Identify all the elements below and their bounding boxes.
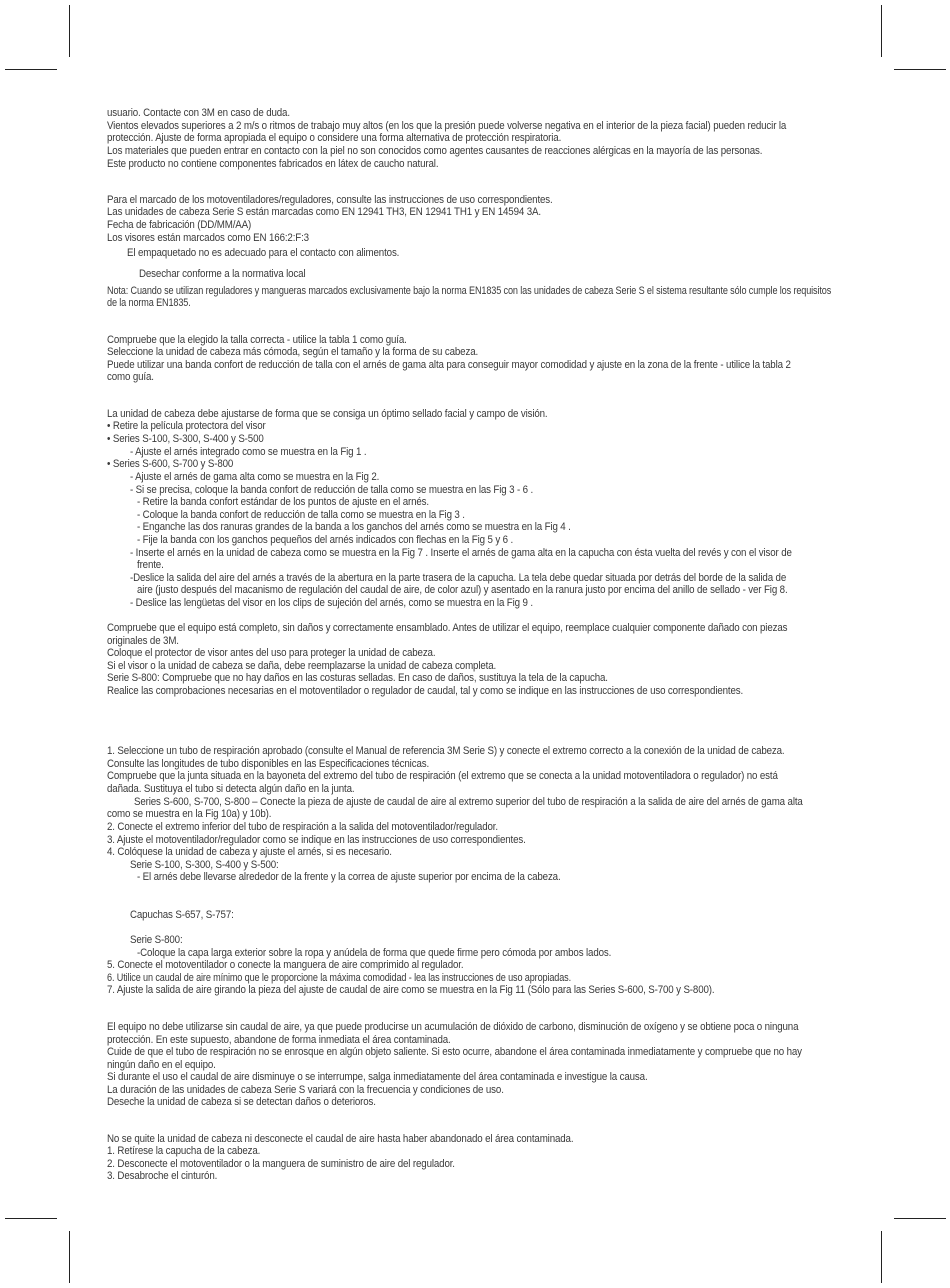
text-line: El empaquetado no es adecuado para el contacto con alimentos. [127,247,400,259]
text-line: 1. Seleccione un tubo de respiración aprobado (consulte el Manual de referencia 3M Serie S) y conecte el extremo correcto a la conexión de la unidad de cabeza. [107,745,785,757]
text-line: Series S-600, S-700, S-800 – Conecte la pieza de ajuste de caudal de aire al extremo superior del tubo de respiración a la salida de aire del arnés de gama alta [134,796,803,808]
text-line: La unidad de cabeza debe ajustarse de forma que se consiga un óptimo sellado facial y campo de visión. [107,408,548,420]
text-line: 3. Desabroche el cinturón. [107,1170,218,1182]
text-line: como guía. [107,371,154,383]
text-line: Capuchas S-657, S-757: [130,909,234,921]
text-line: Cuide de que el tubo de respiración no se enrosque en algún objeto saliente. Si esto ocurre, abandone el área contaminada inmediatamente y compruebe que no hay [107,1046,802,1058]
text-line: No se quite la unidad de cabeza ni desconecte el caudal de aire hasta haber abandonado el área contaminada. [107,1133,574,1145]
bullet-line: • Series S-100, S-300, S-400 y S-500 [107,433,264,445]
note-line: Nota: Cuando se utilizan reguladores y mangueras marcados exclusivamente bajo la norma EN1835 con las unidades de cabeza Serie S el sistema resultante sólo cumple los requisitos [107,285,832,297]
text-line: frente. [137,559,164,571]
text-line: Seleccione la unidad de cabeza más cómoda, según el tamaño y la forma de su cabeza. [107,346,479,358]
bullet-line: • Retire la película protectora del visor [107,420,266,432]
text-line: originales de 3M. [107,635,179,647]
text-line: - Si se precisa, coloque la banda confort de reducción de talla como se muestra en las Fig 3 - 6 . [130,484,534,496]
text-line: Para el marcado de los motoventiladores/reguladores, consulte las instrucciones de uso correspondientes. [107,194,553,206]
text-line: Vientos elevados superiores a 2 m/s o ritmos de trabajo muy altos (en los que la presión puede volverse negativa en el interior de la pieza facial) pueden reducir la [107,120,787,132]
text-line: protección. En este supuesto, abandone de forma inmediata el área contaminada. [107,1034,451,1046]
text-line: 1. Retírese la capucha de la cabeza. [107,1145,261,1157]
text-line: 4. Colóquese la unidad de cabeza y ajuste el arnés, si es necesario. [107,846,392,858]
bullet-line: • Series S-600, S-700 y S-800 [107,458,234,470]
text-line: Compruebe que la junta situada en la bayoneta del extremo del tubo de respiración (el extremo que se conecta a la unidad motoventiladora o regulador) no está [107,770,778,782]
text-line: - Inserte el arnés en la unidad de cabeza como se muestra en la Fig 7 . Inserte el arnés de gama alta en la capucha con ésta vuelta del revés y con el visor de [130,547,792,559]
text-line: Si durante el uso el caudal de aire disminuye o se interrumpe, salga inmediatamente del área contaminada e investigue la causa. [107,1071,648,1083]
text-line: como se muestra en la Fig 10a) y 10b). [107,808,272,820]
text-line: -Deslice la salida del aire del arnés a través de la abertura en la parte trasera de la capucha. La tela debe quedar situada por detrás del borde de la salida de [130,572,787,584]
text-line: Desechar conforme a la normativa local [139,268,306,280]
text-line: Deseche la unidad de cabeza si se detectan daños o deterioros. [107,1096,376,1108]
text-line: Los visores están marcados como EN 166:2:F:3 [107,232,309,244]
text-line: La duración de las unidades de cabeza Serie S variará con la frecuencia y condiciones de uso. [107,1084,504,1096]
text-line: 7. Ajuste la salida de aire girando la pieza del ajuste de caudal de aire como se muestra en la Fig 11 (Sólo para las Series S-600, S-700 y S-800). [107,984,715,996]
text-line: Serie S-800: Compruebe que no hay daños en las costuras selladas. En caso de daños, sustituya la tela de la capucha. [107,672,608,684]
text-line: Consulte las longitudes de tubo disponibles en las Especificaciones técnicas. [107,758,430,770]
text-line: ningún daño en el equipo. [107,1059,216,1071]
text-line: - Retire la banda confort estándar de los puntos de ajuste en el arnés. [137,496,429,508]
text-line: dañada. Sustituya el tubo si detecta algún daño en la junta. [107,783,355,795]
text-line: Si el visor o la unidad de cabeza se daña, debe reemplazarse la unidad de cabeza completa. [107,660,497,672]
text-line: protección. Ajuste de forma apropiada el equipo o considere una forma alternativa de protección respiratoria. [107,132,562,144]
text-line: - Coloque la banda confort de reducción de talla como se muestra en la Fig 3 . [137,509,465,521]
text-line: 6. Utilice un caudal de aire mínimo que le proporcione la máxima comodidad - lea las instrucciones de uso apropiadas. [107,972,571,984]
text-line: Los materiales que pueden entrar en contacto con la piel no son conocidos como agentes causantes de reacciones alérgicas en la mayoría de las personas. [107,145,763,157]
text-line: Coloque el protector de visor antes del uso para proteger la unidad de cabeza. [107,647,436,659]
text-line: usuario. Contacte con 3M en caso de duda. [107,107,290,119]
text-line: - Deslice las lengüetas del visor en los clips de sujeción del arnés, como se muestra en la Fig 9 . [130,597,533,609]
text-line: 5. Conecte el motoventilador o conecte la manguera de aire comprimido al regulador. [107,959,464,971]
text-line: Compruebe que el equipo está completo, sin daños y correctamente ensamblado. Antes de utilizar el equipo, reemplace cualquier componente dañado con piezas [107,622,788,634]
text-line: - Ajuste el arnés integrado como se muestra en la Fig 1 . [130,446,367,458]
text-line: Realice las comprobaciones necesarias en el motoventilador o regulador de caudal, tal y como se indique en las instrucciones de uso correspondientes. [107,685,744,697]
text-line: - Ajuste el arnés de gama alta como se muestra en la Fig 2. [130,471,380,483]
text-line: aire (justo después del macanismo de regulación del caudal de aire, de color azul) y asentado en la ranura justo por encima del anillo de sellado - ver Fig 8. [137,584,788,596]
text-line: Puede utilizar una banda confort de reducción de talla con el arnés de gama alta para conseguir mayor comodidad y ajuste en la zona de la frente - utilice la tabla 2 [107,359,791,371]
text-line: - El arnés debe llevarse alrededor de la frente y la correa de ajuste superior por encima de la cabeza. [137,871,561,883]
text-line: - Enganche las dos ranuras grandes de la banda a los ganchos del arnés como se muestra en la Fig 4 . [137,521,571,533]
text-line: Serie S-100, S-300, S-400 y S-500: [130,859,279,871]
text-line: 3. Ajuste el motoventilador/regulador como se indique en las instrucciones de uso correspondientes. [107,834,526,846]
text-line: Serie S-800: [130,934,183,946]
text-line: - Fije la banda con los ganchos pequeños del arnés indicados con flechas en la Fig 5 y 6 . [137,534,514,546]
text-line: Las unidades de cabeza Serie S están marcadas como EN 12941 TH3, EN 12941 TH1 y EN 14594 3A. [107,206,541,218]
text-line: 2. Desconecte el motoventilador o la manguera de suministro de aire del regulador. [107,1158,455,1170]
text-line: Compruebe que la elegido la talla correcta - utilice la tabla 1 como guía. [107,334,407,346]
text-line: 2. Conecte el extremo inferior del tubo de respiración a la salida del motoventilador/regulador. [107,821,498,833]
note-line: de la norma EN1835. [107,297,191,309]
text-line: Este producto no contiene componentes fabricados en látex de caucho natural. [107,158,439,170]
text-line: -Coloque la capa larga exterior sobre la ropa y anúdela de forma que quede firme pero cómoda por ambos lados. [137,947,612,959]
text-line: El equipo no debe utilizarse sin caudal de aire, ya que puede producirse un acumulación de dióxido de carbono, disminución de oxígeno y se obtiene poca o ninguna [107,1021,799,1033]
text-line: Fecha de fabricación (DD/MM/AA) [107,219,252,231]
